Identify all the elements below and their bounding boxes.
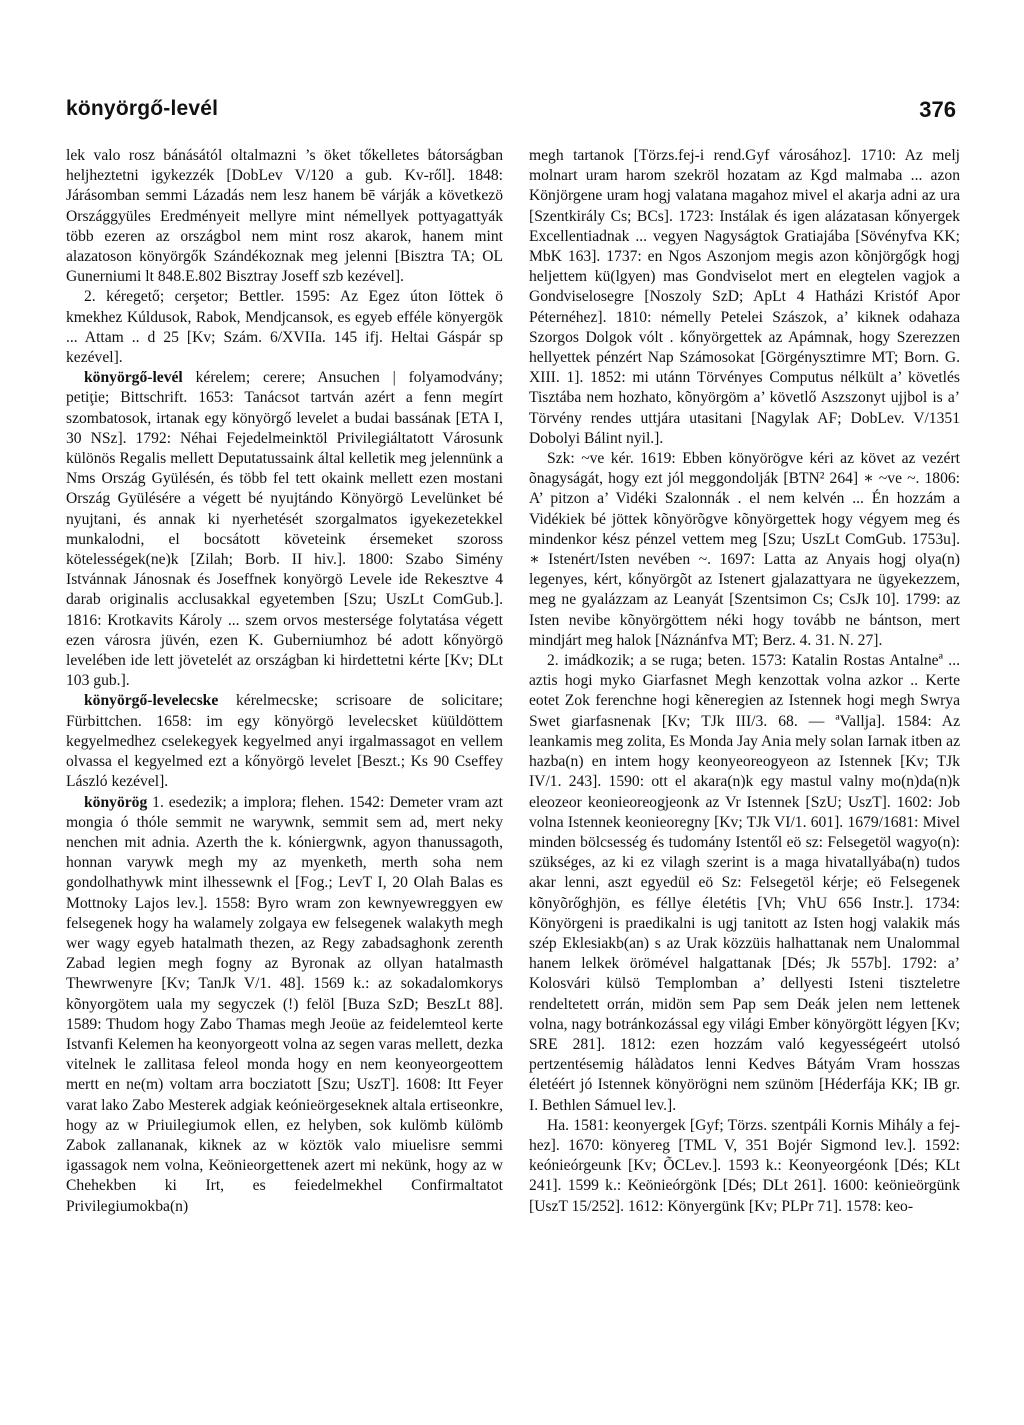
- entry-body: kérelmecske; scrisoare de solicitare; Fürbittchen. 1658: im egy könyörgö levelecsket küüldöttem kegyelmedhez cselekegyek kegyelmed anyi irgalmassagot en vellem olvassa el kegyelmed ezt a kőnyörgö levelet [Beszt.; Ks 90 Cseffey László kezével].: [66, 692, 503, 791]
- entry-continuation: lek valo rosz bánásától oltalmazni ’s öket tőkelletes bátorságban heljheztetni igykezzék [DobLev V/120 a gub. Kv-ről]. 1848: Járásomban semmi Lázadás nem lesz hanem bē várják a következö Országgyüles Eredményeit mellyre mint némellyek pottyagattyák több ezeren az országbol nem mint rosz akarok, hanem mint alazatoson könyörgők Szándékoznak meg jelenni [Bisztra TA; OL Gunerniumi lt 848.E.802 Bisztray Joseff szb kezével].: [66, 147, 503, 286]
- entry-continuation: megh tartanok [Törzs.fej-i rend.Gyf városához]. 1710: Az melj molnart uram harom szekröl hozatam az Kgd malmaba ... azon Könjörgene uram hogj valatana magahoz mivel el akarja adni az ura [Szentkirály Cs; BCs]. 1723: Instálak és igen alázatasan kőnyergek Excellentiadnak ... vegyen Nagyságtok Gratiajába [Sövényfva KK; MbK 163]. 1737: en Ngos Aszonjom megis azon kõnjörgőgk hogj heljettem kü(lgyen) mas Gondviselot mert en elegtelen vagjok a Gondviselosegre [Noszoly SzD; ApLt 4 Hatházi Kristóf Apor Péternéhez]. 1810: némelly Petelei Szászok, a’ kiknek odahaza Szorgos Dolgok vólt . kőnyörgettek az Apámnak, hogy Szerezzen hellyettek pénzért Nap Számosokat [Görgénysztimre MT; Born. G. XIII. 1]. 1852: mi utánn Törvényes Computus nélkült a’ követlés Tisztába nem hozhato, kõnyörgöm a’ követlő Aszszonyt ujjbol is a’ Törvény rendes uttjára utasitani [Nagylak AF; DobLev. V/1351 Dobolyi Bálint nyil.].: [529, 147, 960, 447]
- page-number: 376: [919, 97, 956, 122]
- dictionary-entry: [66, 368, 503, 691]
- right-column: [529, 146, 960, 1217]
- running-headword: könyörgő-levél: [66, 97, 219, 120]
- entry-sense: Ha. 1581: keonyergek [Gyf; Törzs. szentpáli Kornis Mihály a fej-hez]. 1670: könyereg [TML V, 351 Bojér Sigmond lev.]. 1592: keónieórgeunk [Kv; ÕCLev.]. 1593 k.: Keonyeorgéonk [Dés; KLt 241]. 1599 k.: Keönieórgönk [Dés; DLt 261]. 1600: keönieörgünk [UszT 15/252]. 1612: Könyergünk [Kv; PLPr 71]. 1578: keo-: [529, 1116, 960, 1215]
- entry-sense: 2. kéregető; cerşetor; Bettler. 1595: Az Egez úton Iöttek ö kmekhez Kúldusok, Rabok, Mendjcansok, es egyeb efféle könyergök ... Attam .. d 25 [Kv; Szám. 6/XVIIa. 145 ifj. Heltai Gáspár sp kezével].: [66, 288, 503, 367]
- entry-body: 1. esedezik; a implora; flehen. 1542: Demeter vram azt mongia ó thóle semmit ne warywnk, semmit sem ad, mert neky nenchen mit adnia. Azerth the k. kóniergwnk, agyon thanussagoth, honnan varywk megh my az myenketh, merth soha nem gondolhathywk mint ilhessewnk el [Fog.; LevT I, 20 Olah Balas es Mottnoky Lajos lev.]. 1558: Byro wram zon kewnyewreggyen ew felsegenek hogy ha walamely zolgaya ew felsegenek walakyth megh wer wagy egyeb hatalmath thezen, az Regy zabadsaghonk zerenth Zabad legien megh fogny az Byronak az ollyan hatalmasth Thewrwenyre [Kv; TanJk V/1. 48]. 1569 k.: az sokadalomkorys kõnyorgötem uala my segyczek (!) felöl [Buza SzD; BeszLt 88]. 1589: Thudom hogy Zabo Thamas megh Jeoüe az feidelemteol kerte Istvanfi Kelemen ha keonyorgeott volna az segen varas mellett, dezka vitelnek le zallitasa feleol monda hogy en nem keonyeorgeottem mertt en ne(m) voltam arra bocziatott [Szu; UszT]. 1608: Itt Feyer varat lako Zabo Mesterek adgiak keónieörgeseknek altala ertiseonkre, hogy az w Priuilegiumok ellen, ez helyben, sok kulömb külömb Zabok zallananak, kiknek az w köztök valo miuelisre semmi igassagok nem volna, Keönieorgettenek azert mi nekünk, hogy az w Chehekben ki Irt, es feiedelmekhel Confirmaltatot Privilegiumokba(n): [66, 793, 503, 1215]
- entry-headword: könyörgő-levelecske: [84, 692, 219, 710]
- entry-sense: 2. imádkozik; a se ruga; beten. 1573: Katalin Rostas Antalneª ... aztis hogi myko Giarfasnet Megh kenzottak volna azkor .. Kerte eotet Zok ferenchne hogi kẽneregien az Istennek hogi megh Swrya Swet giarfasnenak [Kv; TJk III/3. 68. — ªVallja]. 1584: Az leankamis meg zolita, Es Monda Jay Ania mely solan Iarnak itben az hazba(n) en intem hogy keonyeoreogyeon az Istennek [Kv; TJk IV/1. 243]. 1590: ott el akara(n)k egy mastul valny mo(n)da(n)k eleozeor keonieoreogjeonk az Vr Istennek [SzU; UszT]. 1602: Job volna Istennek keonieoregny [Kv; TJk VI/1. 601]. 1679/1681: Mivel minden bölcsesség és tudomány Istentől eö sz: Felsegetöl wagyo(n): szükséges, az ki ez vilagh szerint is a maga hivatallyába(n) tudos akar lenni, aszt egyedül eö Sz: Felsegetöl kérje; eö Felsegenek kõnyõrőghjön, es féllye életétis [Vh; VhU 656 Instr.]. 1734: Könyörgeni is praedikalni is ugj tanitott az Isten hogj valakik más szép Eklesiakb(an) s az Urak közzüis halhattanak nem Unalommal hanem lelkek örömével halgattanak [Dés; Jk 557b]. 1792: a’ Kolosvári külsö Templomban a’ dellyesti Isteni tiszteletre rendeltetett orrán, midön sem Pap sem Deák jelen nem lettenek volna, nagy botránkozással egy világi Ember könyörgött légyen [Kv; SRE 281]. 1812: ezen hozzám való kegyességeért utolsó pertzentésemig hálàdatos lenni Kedves Bátyám Vram hosszas életéért jó Istennek könyörögni nem szünöm [Héderfája KK; IB gr. I. Bethlen Sámuel lev.].: [529, 652, 960, 1114]
- entry-headword: könyörgő-levél: [84, 369, 183, 387]
- dictionary-entry: [66, 793, 503, 1217]
- entry-headword: könyörög: [84, 793, 148, 811]
- entry-body: kérelem; cerere; Ansuchen | folyamodvány; petiţie; Bittschrift. 1653: Tanácsot tartván azért a fenn megírt szombatosok, irtanak egy könyörgő levelet a budai bassának [ETA I, 30 NSz]. 1792: Néhai Fejedelmeinktöl Privilegiáltatott Városunk különös Regalis mellett Deputatussaink által kelletik meg jelennünk a Nms Ország Gyülésén, és több fel tett okaink mellett ezen mostani Ország Gyülésére a végett bé nyujtándo Könyörgö Levelünket bé nyujtani, és annak ki nyerhetését szorgalmatos igyekezetekkel munkalodni, el bocsátott követeink érsemeket szoross kötelességek(ne)k [Zilah; Borb. II hiv.]. 1800: Szabo Simény Istvánnak Jánosnak és Joseffnek konyörgö Levele ide Rekesztve 4 darab originalis acclusakkal egyetemben [Szu; UszLt ComGub.]. 1816: Krotkavits Károly ... szem orvos mestersége folytatása végett ezen városra jüvén, ezen K. Guberniumhoz bé adott kőnyörgö levelében ide lett jövetelét az országban ki hirdettetni kérte [Kv; DLt 103 gub.].: [66, 369, 503, 690]
- dictionary-entry: [66, 691, 503, 792]
- entry-sense: Szk: ~ve kér. 1619: Ebben könyörögve kéri az követ az vezért õnagyságát, hogy ezt jól meggondolják [BTN² 264] ∗ ~ve ~. 1806: A’ pitzon a’ Vidéki Szalonnák . el nem kelvén ... Én hozzám a Vidékiek bé jöttek kõnyörõgve kõnyörgettek hogy végyem meg és mindenkor kész pénzel vettem meg [Szu; UszLt ComGub. 1753u]. ∗ Istenért/Isten nevében ~. 1697: Latta az Anyais hogj olya(n) legenyes, kért, kőnyörgõt az Istenert gjalazattyara ne ügyekezzem, meg ne gyalázzam az Leanyát [Szentsimon Cs; CsJk 10]. 1799: az Isten nevibe kõnyörgöttem néki hogy tovább ne bántson, mert mindjárt meg halok [Náznánfva MT; Berz. 4. 31. N. 27].: [529, 450, 960, 649]
- left-column: [66, 146, 503, 1217]
